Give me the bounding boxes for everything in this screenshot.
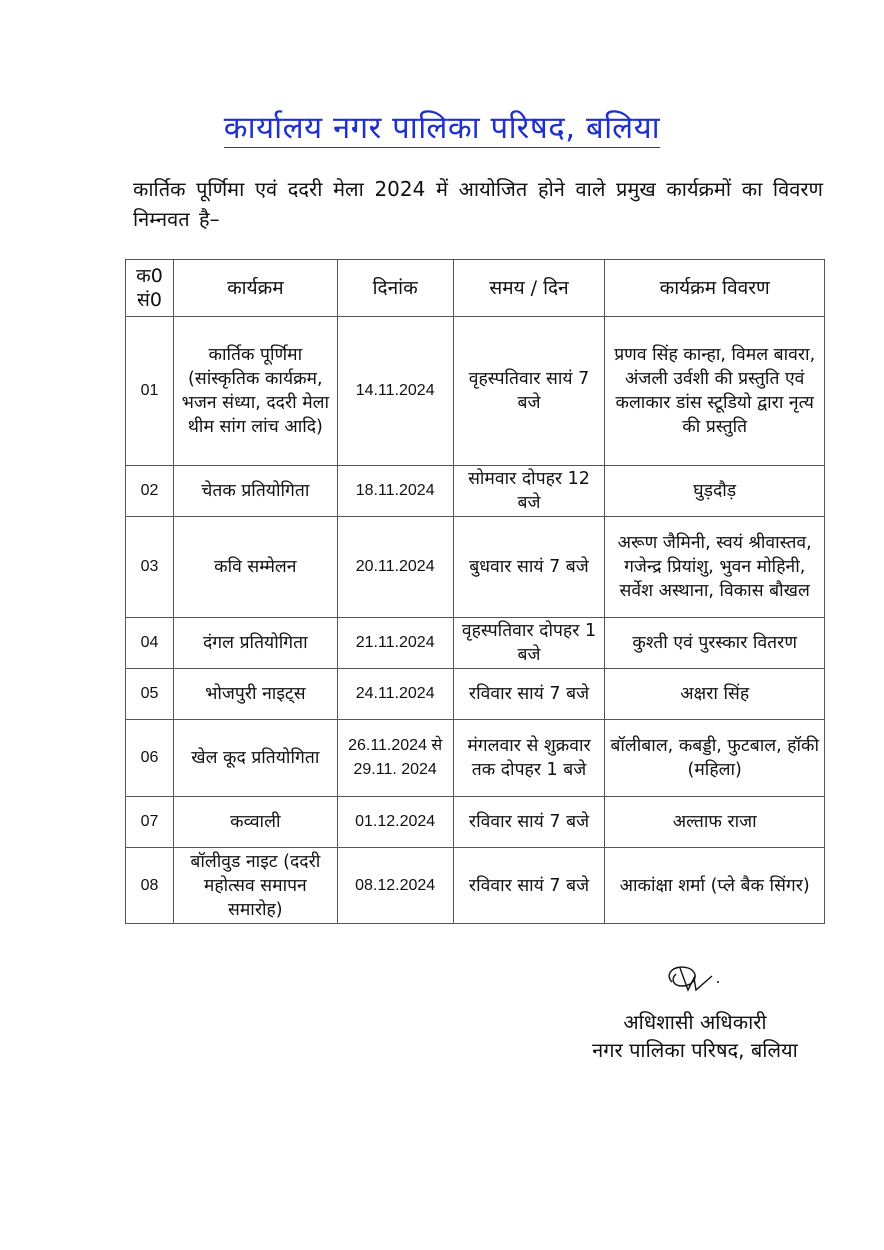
cell-time: रविवार सायं 7 बजे <box>453 797 605 848</box>
table-header-row <box>126 260 825 317</box>
cell-time: बुधवार सायं 7 बजे <box>453 517 605 618</box>
cell-event: दंगल प्रतियोगिता <box>173 618 337 669</box>
cell-date: 20.11.2024 <box>337 517 453 618</box>
table-row <box>126 797 825 848</box>
cell-time: मंगलवार से शुक्रवार तक दोपहर 1 बजे <box>453 720 605 797</box>
header-serial: क0 सं0 <box>126 260 174 317</box>
cell-details: बॉलीबाल, कबड्डी, फुटबाल, हॉकी (महिला) <box>605 720 825 797</box>
cell-details: अल्ताफ राजा <box>605 797 825 848</box>
table-row <box>126 517 825 618</box>
signoff-office: नगर पालिका परिषद, बलिया <box>592 1038 798 1062</box>
cell-event: कवि सम्मेलन <box>173 517 337 618</box>
table-row <box>126 720 825 797</box>
cell-event: कव्वाली <box>173 797 337 848</box>
signature-mark <box>660 960 740 1000</box>
cell-time: रविवार सायं 7 बजे <box>453 848 605 924</box>
cell-serial: 04 <box>126 618 174 669</box>
signature-icon <box>660 960 740 1000</box>
page-title-text: कार्यालय नगर पालिका परिषद, बलिया <box>223 110 661 146</box>
cell-date: 24.11.2024 <box>337 669 453 720</box>
signoff-block <box>560 1008 830 1064</box>
cell-event: कार्तिक पूर्णिमा (सांस्कृतिक कार्यक्रम, भजन संध्या, ददरी मेला थीम सांग लांच आदि) <box>173 317 337 466</box>
page-title <box>0 106 884 148</box>
cell-serial: 02 <box>126 466 174 517</box>
signoff-designation: अधिशासी अधिकारी <box>623 1010 767 1034</box>
cell-time: रविवार सायं 7 बजे <box>453 669 605 720</box>
table-row <box>126 618 825 669</box>
cell-date: 14.11.2024 <box>337 317 453 466</box>
cell-date: 18.11.2024 <box>337 466 453 517</box>
cell-date: 26.11.2024 से 29.11. 2024 <box>337 720 453 797</box>
cell-date: 21.11.2024 <box>337 618 453 669</box>
header-details: कार्यक्रम विवरण <box>605 260 825 317</box>
cell-details: कुश्ती एवं पुरस्कार वितरण <box>605 618 825 669</box>
table-row <box>126 848 825 924</box>
cell-event: भोजपुरी नाइट्स <box>173 669 337 720</box>
cell-time: वृहस्पतिवार दोपहर 1 बजे <box>453 618 605 669</box>
cell-event: चेतक प्रतियोगिता <box>173 466 337 517</box>
cell-serial: 01 <box>126 317 174 466</box>
cell-date: 08.12.2024 <box>337 848 453 924</box>
events-table <box>125 259 825 924</box>
cell-event: बॉलीवुड नाइट (ददरी महोत्सव समापन समारोह) <box>173 848 337 924</box>
cell-time: वृहस्पतिवार सायं 7 बजे <box>453 317 605 466</box>
cell-serial: 06 <box>126 720 174 797</box>
cell-date: 01.12.2024 <box>337 797 453 848</box>
header-date: दिनांक <box>337 260 453 317</box>
cell-serial: 03 <box>126 517 174 618</box>
intro-paragraph: कार्तिक पूर्णिमा एवं ददरी मेला 2024 में आयोजित होने वाले प्रमुख कार्यक्रमों का विवरण निम्नवत है– <box>133 177 823 231</box>
cell-details: प्रणव सिंह कान्हा, विमल बावरा, अंजली उर्वशी की प्रस्तुति एवं कलाकार डांस स्टूडियो द्वारा नृत्य की प्रस्तुति <box>605 317 825 466</box>
header-time: समय / दिन <box>453 260 605 317</box>
cell-details: अरूण जैमिनी, स्वयं श्रीवास्तव, गजेन्द्र प्रियांशु, भुवन मोहिनी, सर्वेश अस्थाना, विकास बौखल <box>605 517 825 618</box>
cell-serial: 05 <box>126 669 174 720</box>
cell-event: खेल कूद प्रतियोगिता <box>173 720 337 797</box>
cell-time: सोमवार दोपहर 12 बजे <box>453 466 605 517</box>
cell-serial: 07 <box>126 797 174 848</box>
table-row <box>126 669 825 720</box>
cell-details: अक्षरा सिंह <box>605 669 825 720</box>
cell-details: आकांक्षा शर्मा (प्ले बैक सिंगर) <box>605 848 825 924</box>
header-event: कार्यक्रम <box>173 260 337 317</box>
cell-details: घुड़दौड़ <box>605 466 825 517</box>
cell-serial: 08 <box>126 848 174 924</box>
table-row <box>126 317 825 466</box>
table-row <box>126 466 825 517</box>
